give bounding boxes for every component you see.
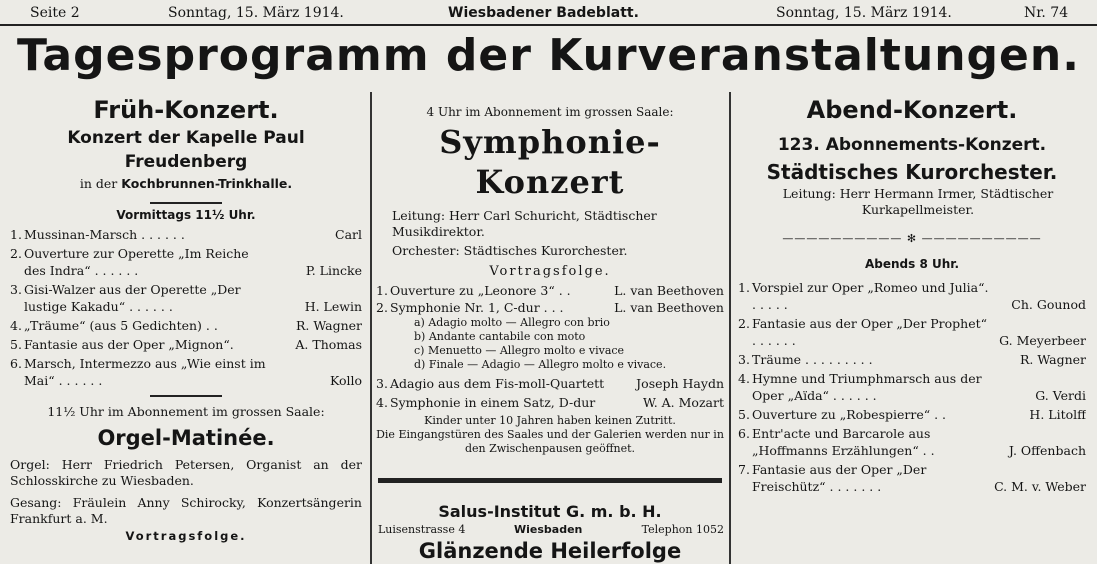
issue-number: Nr. 74 (1024, 5, 1069, 21)
item-number: 1. (10, 227, 22, 242)
matinee-title: Orgel-Matinée. (97, 426, 275, 450)
item-number: 4. (10, 318, 22, 333)
item-number: 5. (10, 337, 22, 352)
ornament-divider: —————————— ✻ —————————— (782, 232, 1042, 245)
matinee-organist: Orgel: Herr Friedrich Petersen, Organist an der Schlosskirche zu Wiesbaden. (10, 457, 362, 488)
item-title: Entr'acte und Barcarole aus „Hoffmanns Erzählungen“ . . (752, 426, 935, 458)
movement-line: a) Adagio molto — Allegro con brio (414, 316, 610, 329)
program-item (10, 281, 362, 315)
item-title: Ouverture zu „Leonore 3“ . . (390, 283, 571, 298)
program-item (376, 394, 724, 411)
item-title: Träume . . . . . . . . . (752, 352, 873, 367)
frueh-konzert-subtitle: Konzert der Kapelle Paul Freudenberg (67, 128, 305, 172)
item-number: 3. (10, 282, 22, 297)
program-item (376, 299, 724, 316)
symphonie-intro: 4 Uhr im Abonnement im grossen Saale: (426, 105, 674, 119)
item-composer: L. van Beethoven (614, 300, 724, 315)
item-composer: Ch. Gounod (1011, 297, 1086, 312)
item-title: Ouverture zu „Robespierre“ . . (752, 407, 947, 422)
item-title: Hymne und Triumphmarsch aus der Oper „Aïda“ . . . . . . (752, 371, 982, 403)
item-composer: Carl (335, 227, 362, 242)
door-notice: Die Eingangstüren des Saales und der Galerien werden nur in den Zwischenpausen geöffnet. (376, 428, 724, 455)
movement-line: c) Menuetto — Allegro molto e vivace (414, 344, 625, 357)
advertisement-name: Salus-Institut G. m. b. H. (438, 502, 662, 521)
item-number: 4. (376, 395, 388, 410)
abend-konzert-program (738, 279, 1086, 495)
newspaper-name: Wiesbadener Badeblatt. (448, 5, 639, 21)
age-notice: Kinder unter 10 Jahren haben keinen Zutritt. (424, 414, 676, 427)
item-composer: H. Lewin (304, 299, 362, 314)
item-title: Ouverture zur Operette „Im Reiche des Indra“ . . . . . . (24, 246, 249, 278)
item-number: 2. (738, 316, 750, 331)
matinee-program-heading: Vortragsfolge. (125, 529, 247, 543)
advertisement-border (378, 478, 722, 483)
movement-line: d) Finale — Adagio — Allegro molto e vivace. (414, 358, 667, 371)
movement-line: b) Andante cantabile con moto (414, 330, 586, 343)
program-item (738, 370, 1086, 404)
program-item (10, 336, 362, 353)
matinee-singer: Gesang: Fräulein Anny Schirocky, Konzertsängerin Frankfurt a. M. (10, 495, 362, 526)
header-date-right: Sonntag, 15. März 1914. (776, 5, 952, 21)
item-number: 1. (738, 280, 750, 295)
symphonie-program-continued (376, 375, 724, 411)
item-title: Gisi-Walzer aus der Operette „Der lustige Kakadu“ . . . . . . (24, 282, 241, 314)
item-composer: Kollo (329, 373, 362, 388)
program-item (738, 315, 1086, 349)
program-item (738, 406, 1086, 423)
item-title: Fantasie aus der Oper „Der Prophet“ . . . . . . (752, 316, 988, 348)
program-item (10, 226, 362, 243)
symphonie-movements (414, 316, 724, 372)
program-item (738, 351, 1086, 368)
item-title: Symphonie Nr. 1, C-dur . . . (390, 300, 564, 315)
item-title: Fantasie aus der Oper „Der Freischütz“ . . . . . . . (752, 462, 927, 494)
abend-konzert-conductor: Leitung: Herr Hermann Irmer, Städtischer Kurkapellmeister. (782, 186, 1054, 217)
item-composer: H. Litolff (1029, 407, 1086, 422)
header-date-left: Sonntag, 15. März 1914. (168, 5, 344, 21)
item-title: Vorspiel zur Oper „Romeo und Julia“. . . . . . (752, 280, 989, 312)
frueh-konzert-time: Vormittags 11½ Uhr. (116, 208, 256, 222)
program-item (376, 282, 724, 299)
item-composer: P. Lincke (305, 263, 362, 278)
program-item (10, 317, 362, 334)
item-number: 2. (376, 300, 388, 315)
item-composer: C. M. v. Weber (994, 479, 1086, 494)
item-title: Fantasie aus der Oper „Mignon“. (24, 337, 234, 352)
item-number: 4. (738, 371, 750, 386)
item-number: 6. (10, 356, 22, 371)
column-abend-konzert (738, 92, 1086, 564)
abend-konzert-time: Abends 8 Uhr. (864, 257, 960, 271)
advertisement-headline: Glänzende Heilerfolge (418, 539, 682, 563)
abend-konzert-orchestra: Städtisches Kurorchester. (766, 160, 1058, 184)
item-number: 3. (738, 352, 750, 367)
symphonie-title: Symphonie-Konzert (439, 123, 661, 201)
item-number: 7. (738, 462, 750, 477)
program-item (10, 245, 362, 279)
item-composer: Joseph Haydn (636, 376, 724, 391)
item-title: „Träume“ (aus 5 Gedichten) . . (24, 318, 218, 333)
item-number: 5. (738, 407, 750, 422)
item-composer: A. Thomas (295, 337, 362, 352)
frueh-konzert-location: in der Kochbrunnen-Trinkhalle. (79, 176, 293, 191)
item-composer: J. Offenbach (1008, 443, 1086, 458)
item-number: 6. (738, 426, 750, 441)
symphonie-program (376, 282, 724, 316)
program-item (738, 461, 1086, 495)
advertisement-address: Luisenstrasse 4 Wiesbaden Telephon 1052 (378, 523, 724, 536)
item-number: 1. (376, 283, 388, 298)
item-number: 3. (376, 376, 388, 391)
item-title: Marsch, Intermezzo aus „Wie einst im Mai“ . . . . . . (24, 356, 266, 388)
matinee-time: 11½ Uhr im Abonnement im grossen Saale: (47, 404, 325, 419)
item-composer: L. van Beethoven (614, 283, 724, 298)
frueh-konzert-title: Früh-Konzert. (93, 96, 279, 124)
item-title: Mussinan-Marsch . . . . . . (24, 227, 185, 242)
symphonie-program-heading: Vortragsfolge. (489, 264, 611, 279)
frueh-konzert-program (10, 226, 362, 389)
item-composer: G. Meyerbeer (999, 333, 1086, 348)
symphonie-conductor: Leitung: Herr Carl Schuricht, Städtischer Musikdirektor. (392, 208, 657, 239)
page-title: Tagesprogramm der Kurveranstaltungen. (17, 30, 1080, 81)
symphonie-orchestra: Orchester: Städtisches Kurorchester. (392, 243, 628, 258)
item-number: 2. (10, 246, 22, 261)
column-symphonie-konzert (376, 92, 724, 564)
item-title: Symphonie in einem Satz, D-dur (390, 395, 596, 410)
page-number: Seite 2 (30, 5, 80, 21)
column-frueh-konzert (10, 92, 362, 564)
item-composer: R. Wagner (1020, 352, 1086, 367)
program-item (10, 355, 362, 389)
page-header (0, 0, 1097, 26)
program-item (376, 375, 724, 392)
item-composer: W. A. Mozart (643, 395, 724, 410)
program-item (738, 425, 1086, 459)
abend-konzert-title: Abend-Konzert. (806, 96, 1018, 124)
item-title: Adagio aus dem Fis-moll-Quartett (390, 376, 605, 391)
program-item (738, 279, 1086, 313)
item-composer: G. Verdi (1035, 388, 1086, 403)
column-divider-left (370, 92, 372, 564)
abend-konzert-subtitle: 123. Abonnements-Konzert. (777, 135, 1047, 155)
column-divider-right (729, 92, 731, 564)
divider (150, 395, 222, 397)
item-composer: R. Wagner (296, 318, 362, 333)
